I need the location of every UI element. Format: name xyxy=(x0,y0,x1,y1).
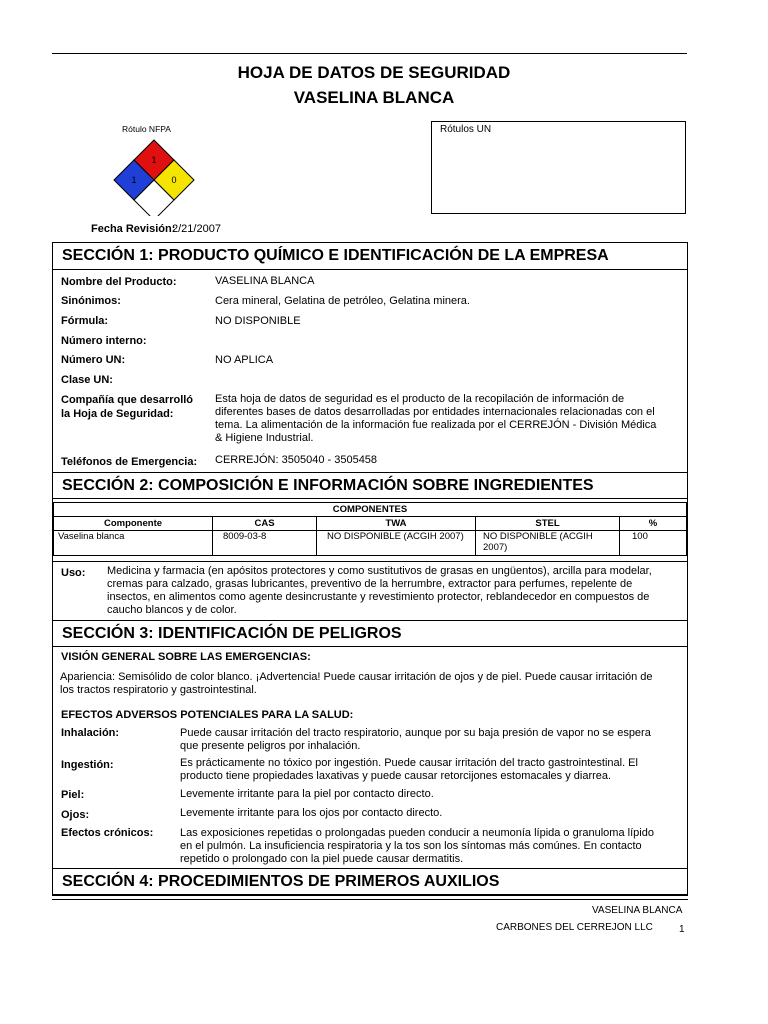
column-header: STEL xyxy=(476,517,620,531)
column-header: Componente xyxy=(54,517,213,531)
company-text-line-1: Esta hoja de datos de seguridad es el producto de la recopilación de información de xyxy=(215,393,625,405)
emergency-phones-value: CERREJÓN: 3505040 - 3505458 xyxy=(215,454,378,466)
table-cell: NO DISPONIBLE (ACGIH 2007) xyxy=(476,531,620,556)
revision-date: 2/21/2007 xyxy=(172,223,221,235)
components-table-title: COMPONENTES xyxy=(54,503,687,517)
un-labels-box xyxy=(431,121,686,214)
effect-line: Levemente irritante para la piel por contacto directo. xyxy=(180,788,434,800)
footer-product: VASELINA BLANCA xyxy=(592,905,683,916)
section-3-heading: SECCIÓN 3: IDENTIFICACIÓN DE PELIGROS xyxy=(52,620,688,647)
section-2-heading: SECCIÓN 2: COMPOSICIÓN E INFORMACIÓN SOBRE INGREDIENTES xyxy=(52,472,688,499)
field-label: Fórmula: xyxy=(61,315,109,327)
effect-label-ingestion: Ingestión: xyxy=(61,759,114,771)
nfpa-health-value: 1 xyxy=(131,175,137,185)
overview-line: Apariencia: Semisólido de color blanco. ¡Advertencia! Puede causar irritación de ojos y de piel. Puede causar irritación de xyxy=(60,671,653,683)
field-value: Cera mineral, Gelatina de petróleo, Gelatina minera. xyxy=(215,295,470,307)
uso-line: caucho blancos y de color. xyxy=(107,604,237,616)
effect-label-cronicos: Efectos crónicos: xyxy=(61,827,154,839)
company-label-line-2: la Hoja de Seguridad: xyxy=(61,408,174,420)
top-rule xyxy=(52,53,687,54)
field-label: Clase UN: xyxy=(61,374,113,386)
field-value: NO APLICA xyxy=(215,354,274,366)
table-cell: 8009-03-8 xyxy=(213,531,317,556)
table-cell: Vaselina blanca xyxy=(54,531,213,556)
table-cell: NO DISPONIBLE (ACGIH 2007) xyxy=(317,531,476,556)
effect-line: Las exposiciones repetidas o prolongadas pueden conducir a neumonía lípida o granuloma lípido xyxy=(180,827,654,839)
effect-label-piel: Piel: xyxy=(61,789,85,801)
footer-rule xyxy=(52,899,688,900)
revision-label: Fecha Revisión: xyxy=(91,223,176,235)
effect-line: Levemente irritante para los ojos por contacto directo. xyxy=(180,807,443,819)
effect-line: que presente peligros por inhalación. xyxy=(180,740,361,752)
field-label: Número interno: xyxy=(61,335,147,347)
effect-line: Puede causar irritación del tracto respiratorio, aunque por su baja presión de vapor no se espera xyxy=(180,727,651,739)
effect-line: producto tiene propiedades laxativas y puede causar retorcijones estomacales y diarrea. xyxy=(180,770,612,782)
components-table xyxy=(53,502,687,556)
effect-label-ojos: Ojos: xyxy=(61,809,90,821)
uso-line: insectos, en alimentos como agente desincrustante y revestimiento protector, reblandecedor en compuestos de xyxy=(107,591,650,603)
nfpa-flammability-value: 1 xyxy=(151,155,157,165)
field-label: Nombre del Producto: xyxy=(61,276,177,288)
overview-title: VISIÓN GENERAL SOBRE LAS EMERGENCIAS: xyxy=(61,651,311,663)
nfpa-reactivity-value: 0 xyxy=(171,175,177,185)
field-value: VASELINA BLANCA xyxy=(215,275,315,287)
table-row xyxy=(54,531,687,556)
table-cell: 100 xyxy=(620,531,687,556)
column-header: TWA xyxy=(317,517,476,531)
uso-line: cremas para calzado, grasas lubricantes, preventivo de la herrumbre, extractor para perfumes, repelente de xyxy=(107,578,633,590)
footer-page-number: 1 xyxy=(679,924,685,935)
company-text-line-3: tema. La alimentación de la información fue realizada por el CERREJÓN - División Médica xyxy=(215,419,657,431)
company-text-line-2: diferentes bases de datos desarrolladas por entidades internacionales relacionadas con el xyxy=(215,406,655,418)
nfpa-diamond-icon xyxy=(108,136,204,216)
uso-divider xyxy=(52,561,688,562)
field-label: Sinónimos: xyxy=(61,295,121,307)
company-label-line-1: Compañía que desarrolló xyxy=(61,394,194,406)
document-title: HOJA DE DATOS DE SEGURIDAD xyxy=(237,63,511,82)
effect-label-inhalacion: Inhalación: xyxy=(61,727,120,739)
uso-line: Medicina y farmacia (en apósitos protectores y como sustitutivos de grasas en ungüentos), arcilla para modelar, xyxy=(107,565,652,577)
document-subtitle: VASELINA BLANCA xyxy=(293,88,455,107)
nfpa-label: Rótulo NFPA xyxy=(122,124,171,134)
emergency-phones-label: Teléfonos de Emergencia: xyxy=(61,456,198,468)
effect-line: en el pulmón. La insuficiencia respiratoria y la tos son los síntomas más comúnes. En contacto xyxy=(180,840,642,852)
overview-line: los tractos respiratorio y gastrointestinal. xyxy=(60,684,257,696)
column-header: CAS xyxy=(213,517,317,531)
section-4-heading: SECCIÓN 4: PROCEDIMIENTOS DE PRIMEROS AUXILIOS xyxy=(52,868,688,895)
effects-title: EFECTOS ADVERSOS POTENCIALES PARA LA SALUD: xyxy=(61,709,354,721)
field-label: Número UN: xyxy=(61,354,126,366)
uso-label: Uso: xyxy=(61,567,86,579)
field-value: NO DISPONIBLE xyxy=(215,315,301,327)
effect-line: Es prácticamente no tóxico por ingestión. Puede causar irritación del tracto gastrointestinal. El xyxy=(180,757,638,769)
section-1-heading: SECCIÓN 1: PRODUCTO QUÍMICO E IDENTIFICACIÓN DE LA EMPRESA xyxy=(52,243,688,270)
un-labels-label: Rótulos UN xyxy=(440,124,492,135)
column-header: % xyxy=(620,517,687,531)
footer-company: CARBONES DEL CERREJON LLC xyxy=(496,922,653,933)
effect-line: repetido o prolongado con la piel puede causar dermatitis. xyxy=(180,853,464,865)
company-text-line-4: & Higiene Industrial. xyxy=(215,432,314,444)
